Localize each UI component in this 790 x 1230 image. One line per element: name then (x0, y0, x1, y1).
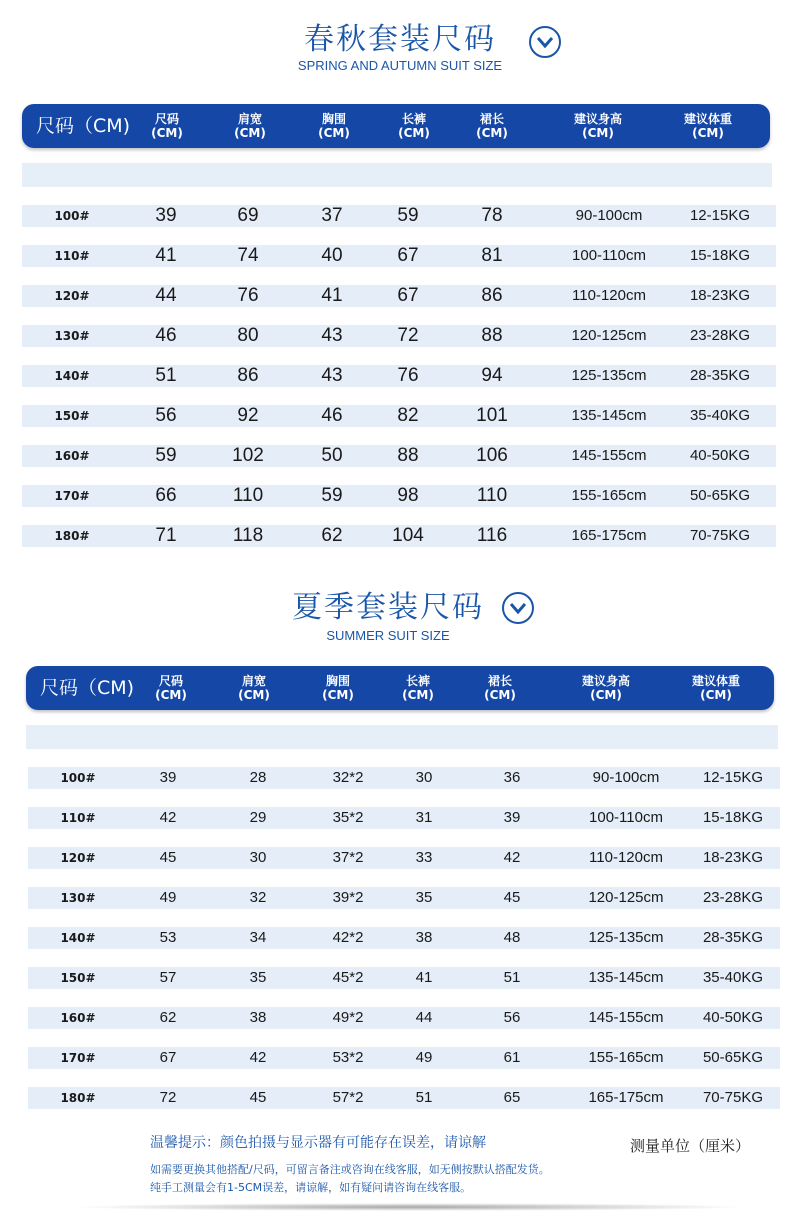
header-unit: (CM) (476, 126, 508, 140)
header-label: 长裤 (405, 674, 430, 688)
header-spacer-band (22, 163, 772, 187)
table-cell: 86 (237, 365, 259, 386)
header-unit: (CM) (238, 688, 270, 702)
table-cell: 90-100cm (592, 769, 660, 786)
table-cell: 15-18KG (689, 247, 751, 264)
table-cell: 76 (237, 285, 259, 306)
table-cell: 42 (159, 809, 177, 826)
header-cell-7 (666, 666, 766, 710)
header-label: 建议身高 (573, 112, 622, 126)
table-cell: 44 (155, 285, 177, 306)
header-cell-2 (224, 666, 284, 710)
table-cell: 110-120cm (572, 287, 646, 304)
table-cell: 120-125cm (588, 889, 664, 906)
table-cell: 98 (397, 485, 419, 506)
table-cell: 12-15KG (689, 207, 751, 224)
table-cell: 50-65KG (689, 487, 751, 504)
table-cell: 72 (397, 325, 419, 346)
size-cell: 110# (54, 249, 90, 263)
table-cell: 51 (415, 1089, 433, 1106)
table-cell: 31 (415, 809, 433, 826)
table-cell: 82 (397, 405, 419, 426)
size-cell: 130# (54, 329, 90, 343)
table-cell: 53*2 (332, 1049, 364, 1066)
table-cell: 39 (503, 809, 521, 826)
table-cell: 51 (155, 365, 177, 386)
table-cell: 44 (415, 1009, 433, 1026)
header-label: 裙长 (487, 674, 512, 688)
table-cell: 66 (155, 485, 177, 506)
table-cell: 76 (397, 365, 419, 386)
table-row (22, 445, 776, 467)
unit-label: 测量单位（厘米） (630, 1137, 751, 1155)
table-cell: 39*2 (332, 889, 364, 906)
table-cell: 36 (503, 769, 521, 786)
table-cell: 155-165cm (571, 487, 647, 504)
size-table-header (22, 104, 770, 148)
size-cell: 120# (60, 851, 96, 865)
table-row (22, 365, 776, 387)
table-row (28, 1087, 780, 1109)
header-unit: (CM) (398, 126, 430, 140)
table-cell: 100-110cm (589, 809, 663, 826)
header-cell-0 (40, 666, 150, 710)
table-cell: 67 (397, 245, 419, 266)
table-cell: 104 (392, 525, 424, 546)
header-label: 尺码 (158, 674, 183, 688)
size-cell: 160# (54, 449, 90, 463)
header-cell-4 (388, 666, 448, 710)
table-cell: 70-75KG (689, 527, 751, 544)
table-cell: 40-50KG (689, 447, 751, 464)
table-cell: 72 (159, 1089, 177, 1106)
tip-text: 温馨提示：颜色拍摄与显示器有可能存在误差，请谅解 (150, 1135, 486, 1151)
table-row (22, 325, 776, 347)
table-cell: 39 (159, 769, 177, 786)
table-cell: 86 (481, 285, 503, 306)
size-cell: 170# (60, 1051, 96, 1065)
table-cell: 35-40KG (689, 407, 751, 424)
table-cell: 41 (321, 285, 343, 306)
table-row (28, 767, 780, 789)
header-cell-7 (658, 104, 758, 148)
header-cell-6 (550, 104, 646, 148)
table-cell: 40-50KG (702, 1009, 764, 1026)
table-cell: 33 (415, 849, 433, 866)
header-label: 胸围 (321, 112, 346, 126)
table-cell: 35 (249, 969, 267, 986)
table-cell: 120-125cm (571, 327, 647, 344)
header-unit: (CM) (692, 126, 724, 140)
table-cell: 42 (503, 849, 521, 866)
table-cell: 37 (321, 205, 343, 226)
table-row (28, 847, 780, 869)
header-unit: (CM) (582, 126, 614, 140)
table-cell: 67 (159, 1049, 177, 1066)
size-cell: 140# (54, 369, 90, 383)
table-cell: 57 (159, 969, 177, 986)
table-cell: 45*2 (332, 969, 364, 986)
table-cell: 32 (249, 889, 267, 906)
table-cell: 69 (237, 205, 259, 226)
table-row (22, 405, 776, 427)
header-unit: (CM) (322, 688, 354, 702)
table-cell: 62 (321, 525, 343, 546)
table-cell: 92 (237, 405, 259, 426)
table-cell: 38 (249, 1009, 267, 1026)
table-cell: 38 (415, 929, 433, 946)
table-cell: 59 (321, 485, 343, 506)
table-cell: 49 (159, 889, 177, 906)
table-cell: 135-145cm (571, 407, 647, 424)
header-label: 建议体重 (683, 112, 732, 126)
table-cell: 42 (249, 1049, 267, 1066)
table-cell: 88 (481, 325, 503, 346)
note-measure-error: 纯手工测量会有1-5CM误差，请谅解，如有疑问请咨询在线客服。 (150, 1181, 472, 1194)
table-cell: 53 (159, 929, 177, 946)
table-cell: 45 (503, 889, 521, 906)
table-cell: 35 (415, 889, 433, 906)
size-cell: 130# (60, 891, 96, 905)
size-cell: 100# (54, 209, 90, 223)
table-cell: 35-40KG (702, 969, 764, 986)
size-cell: 150# (54, 409, 90, 423)
table-cell: 29 (249, 809, 267, 826)
table-cell: 46 (321, 405, 343, 426)
table-cell: 50-65KG (702, 1049, 764, 1066)
table-cell: 49 (415, 1049, 433, 1066)
table-cell: 106 (476, 445, 508, 466)
table-cell: 46 (155, 325, 177, 346)
table-cell: 110 (476, 485, 508, 506)
table-cell: 155-165cm (588, 1049, 664, 1066)
table-cell: 110 (232, 485, 264, 506)
header-cell-0 (36, 104, 146, 148)
table-cell: 43 (321, 325, 343, 346)
table-cell: 61 (503, 1049, 521, 1066)
table-cell: 81 (481, 245, 503, 266)
size-cell: 170# (54, 489, 90, 503)
table-cell: 43 (321, 365, 343, 386)
table-cell: 145-155cm (571, 447, 647, 464)
header-cell-1 (144, 666, 198, 710)
table-cell: 59 (397, 205, 419, 226)
table-cell: 145-155cm (588, 1009, 664, 1026)
table-cell: 102 (232, 445, 264, 466)
table-cell: 28-35KG (702, 929, 764, 946)
header-spacer-band (26, 725, 778, 749)
table-cell: 57*2 (332, 1089, 364, 1106)
header-unit: (CM) (318, 126, 350, 140)
chevron-down-circle-icon (502, 592, 534, 624)
note-exchange: 如需要更换其他搭配/尺码，可留言备注或咨询在线客服，如无侧按默认搭配发货。 (150, 1163, 550, 1176)
table-cell: 62 (159, 1009, 177, 1026)
size-cell: 150# (60, 971, 96, 985)
table-row (28, 967, 780, 989)
table-cell: 30 (415, 769, 433, 786)
table-cell: 125-135cm (571, 367, 647, 384)
table-cell: 41 (415, 969, 433, 986)
header-label: 裙长 (479, 112, 504, 126)
header-cell-3 (304, 104, 364, 148)
table-cell: 118 (232, 525, 264, 546)
table-cell: 56 (503, 1009, 521, 1026)
header-cell-2 (220, 104, 280, 148)
header-label: 建议体重 (691, 674, 740, 688)
table-cell: 30 (249, 849, 267, 866)
size-cell: 100# (60, 771, 96, 785)
table-cell: 70-75KG (702, 1089, 764, 1106)
table-cell: 125-135cm (588, 929, 664, 946)
table-cell: 39 (155, 205, 177, 226)
table-row (28, 887, 780, 909)
table-cell: 100-110cm (572, 247, 646, 264)
section1-title: 春秋套装尺码 (304, 22, 496, 57)
header-cell-6 (558, 666, 654, 710)
table-cell: 37*2 (332, 849, 364, 866)
table-cell: 135-145cm (588, 969, 664, 986)
table-cell: 23-28KG (689, 327, 751, 344)
table-cell: 165-175cm (588, 1089, 664, 1106)
table-cell: 67 (397, 285, 419, 306)
table-cell: 65 (503, 1089, 521, 1106)
header-unit: (CM) (402, 688, 434, 702)
table-cell: 18-23KG (702, 849, 764, 866)
header-unit: (CM) (700, 688, 732, 702)
size-cell: 180# (54, 529, 90, 543)
table-cell: 41 (155, 245, 177, 266)
table-cell: 40 (321, 245, 343, 266)
table-cell: 34 (249, 929, 267, 946)
table-cell: 42*2 (332, 929, 364, 946)
table-row (28, 1007, 780, 1029)
table-row (28, 807, 780, 829)
table-cell: 35*2 (332, 809, 364, 826)
chevron-down-circle-icon (529, 26, 561, 58)
table-cell: 165-175cm (571, 527, 647, 544)
size-cell: 110# (60, 811, 96, 825)
size-cell: 120# (54, 289, 90, 303)
table-cell: 56 (155, 405, 177, 426)
footer-shadow (70, 1203, 750, 1211)
header-unit: (CM) (234, 126, 266, 140)
table-cell: 51 (503, 969, 521, 986)
size-cell: 140# (60, 931, 96, 945)
header-label: 肩宽 (237, 112, 262, 126)
size-cell: 160# (60, 1011, 96, 1025)
table-row (22, 525, 776, 547)
section1-subtitle: SPRING AND AUTUMN SUIT SIZE (297, 58, 503, 73)
table-row (22, 485, 776, 507)
table-cell: 88 (397, 445, 419, 466)
section2-title: 夏季套装尺码 (292, 590, 484, 625)
table-cell: 48 (503, 929, 521, 946)
table-row (22, 285, 776, 307)
table-cell: 101 (476, 405, 508, 426)
header-label: 尺码（CM) (40, 677, 135, 699)
table-cell: 23-28KG (702, 889, 764, 906)
table-cell: 78 (481, 205, 503, 226)
size-cell: 180# (60, 1091, 96, 1105)
table-cell: 28 (249, 769, 267, 786)
header-unit: (CM) (590, 688, 622, 702)
table-cell: 45 (249, 1089, 267, 1106)
section2-subtitle: SUMMER SUIT SIZE (326, 628, 450, 643)
table-cell: 90-100cm (575, 207, 643, 224)
table-cell: 110-120cm (589, 849, 663, 866)
table-cell: 50 (321, 445, 343, 466)
table-cell: 80 (237, 325, 259, 346)
header-label: 肩宽 (241, 674, 266, 688)
header-cell-1 (140, 104, 194, 148)
table-row (28, 1047, 780, 1069)
header-unit: (CM) (151, 126, 183, 140)
header-cell-3 (308, 666, 368, 710)
header-unit: (CM) (484, 688, 516, 702)
header-unit: (CM) (155, 688, 187, 702)
size-table-header (26, 666, 774, 710)
header-label: 建议身高 (581, 674, 630, 688)
table-cell: 12-15KG (702, 769, 764, 786)
header-label: 胸围 (325, 674, 350, 688)
table-row (22, 205, 776, 227)
header-label: 尺码（CM) (36, 115, 131, 137)
table-row (22, 245, 776, 267)
table-cell: 18-23KG (689, 287, 751, 304)
table-cell: 116 (476, 525, 508, 546)
table-cell: 94 (481, 365, 503, 386)
table-row (28, 927, 780, 949)
table-cell: 49*2 (332, 1009, 364, 1026)
table-cell: 45 (159, 849, 177, 866)
table-cell: 71 (155, 525, 177, 546)
header-cell-5 (470, 666, 530, 710)
table-cell: 32*2 (332, 769, 364, 786)
header-label: 尺码 (154, 112, 179, 126)
header-label: 长裤 (401, 112, 426, 126)
header-cell-4 (384, 104, 444, 148)
table-cell: 15-18KG (702, 809, 764, 826)
table-cell: 74 (237, 245, 259, 266)
table-cell: 28-35KG (689, 367, 751, 384)
header-cell-5 (462, 104, 522, 148)
table-cell: 59 (155, 445, 177, 466)
